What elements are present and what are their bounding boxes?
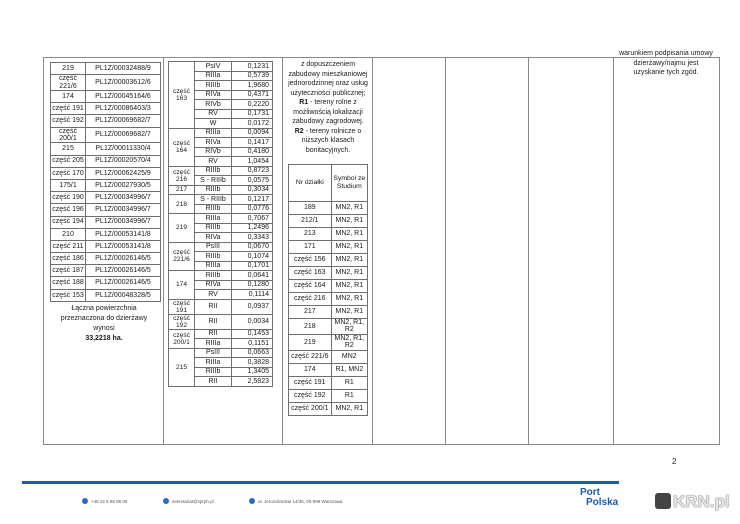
area-ha: 0,3343 [232,233,273,243]
table-row [51,115,161,127]
study-symbol: MN2, R1 [331,202,367,215]
study-symbol: MN2, R1 [331,254,367,267]
parcel-number: część 164 [289,280,332,293]
table-row [51,289,161,301]
parcel-number: część 163 [289,267,332,280]
table-row [51,240,161,252]
table-row [169,271,273,281]
land-register-number: PL1Z/00026146/5 [86,253,161,265]
table-row [51,143,161,155]
table-row [51,127,161,143]
column-divider [282,57,283,444]
soil-class: RV [195,290,232,300]
zoning-symbol-table [288,164,368,416]
soil-class: RV [195,109,232,119]
parcel-number: część 156 [289,254,332,267]
area-ha: 0,0937 [232,299,273,314]
soil-class-table [168,61,273,387]
land-register-number: PL1Z/00011330/4 [86,143,161,155]
page-number: 2 [672,457,677,466]
header-parcel-number: Nr działki [289,165,332,202]
area-ha: 0,5739 [232,71,273,81]
area-ha: 0,2220 [232,100,273,110]
area-ha: 0,1701 [232,261,273,271]
table-row [169,242,273,252]
study-symbol: R1, MN2 [331,363,367,376]
soil-class: RIIIb [195,166,232,176]
soil-class: RIVb [195,100,232,110]
area-ha: 0,0776 [232,204,273,214]
soil-class: RIIIa [195,358,232,368]
study-symbol: MN2, R1, R2 [331,334,367,350]
mail-icon [163,498,169,504]
parcel-part: 219 [169,214,195,243]
table-row [169,314,273,329]
area-ha: 0,0034 [232,314,273,329]
area-ha: 0,0670 [232,242,273,252]
zoning-note-text1: z dopuszczeniem zabudowy mieszkaniowej jednorodzinnej oraz usług użyteczności publicznej; [288,61,368,97]
soil-class: RIIIb [195,223,232,233]
header-study-symbol: Symbol ze Studium [331,165,367,202]
parcel-part: 217 [169,185,195,195]
soil-class: S - RIIIb [195,195,232,205]
table-row [51,277,161,289]
parcel-number: część 187 [51,265,86,277]
area-ha: 0,0094 [232,128,273,138]
soil-class: RIIIa [195,261,232,271]
land-register-number: PL1Z/00069682/7 [86,127,161,143]
table-row [51,179,161,191]
parcel-part: część 164 [169,128,195,166]
r1-label: R1 [299,99,309,106]
area-ha: 0,7067 [232,214,273,224]
table-row [289,293,368,306]
soil-class: PsIII [195,242,232,252]
land-register-number: PL1Z/00053141/8 [86,240,161,252]
parcel-number: część 211 [51,240,86,252]
soil-class: RIVa [195,233,232,243]
parcel-number: 175/1 [51,179,86,191]
column-divider [528,57,529,444]
table-row [289,334,368,350]
table-row [169,214,273,224]
parcel-number: część 196 [51,204,86,216]
soil-class: RII [195,377,232,387]
table-row [289,280,368,293]
parcel-register-table [50,62,161,302]
land-register-number: PL1Z/00034996/7 [86,216,161,228]
area-ha: 0,3034 [232,185,273,195]
soil-class: RIIIa [195,128,232,138]
soil-class: RIIIa [195,71,232,81]
parcel-number: 213 [289,228,332,241]
area-ha: 0,1074 [232,252,273,262]
table-row [169,62,273,72]
column-divider [372,57,373,444]
total-area-value: 33,2218 ha. [85,334,123,342]
study-symbol: MN2, R1 [331,306,367,319]
parcel-number: część 192 [289,389,332,402]
land-register-number: PL1Z/00062425/9 [86,167,161,179]
r2-label: R2 [294,127,304,135]
table-row [289,319,368,335]
table-row [51,253,161,265]
study-symbol: R1 [331,376,367,389]
parcel-number: 218 [289,319,332,335]
area-ha: 0,0663 [232,348,273,358]
soil-class: RII [195,299,232,314]
krn-watermark: KRN.pl [655,492,730,512]
study-symbol: MN2, R1, R2 [331,319,367,335]
parcel-number: część 200/1 [289,402,332,415]
table-row [289,202,368,215]
area-ha: 1,0454 [232,157,273,167]
land-register-number: PL1Z/00045164/6 [86,91,161,103]
parcel-part: 174 [169,271,195,300]
area-ha: 0,4371 [232,90,273,100]
parcel-part: część 191 [169,299,195,314]
parcel-number: część 191 [289,376,332,389]
area-ha: 0,1453 [232,329,273,339]
area-ha: 0,1217 [232,195,273,205]
area-ha: 0,1114 [232,290,273,300]
land-register-number: PL1Z/00034996/7 [86,192,161,204]
soil-class-column [168,61,273,387]
table-row [289,363,368,376]
soil-class: RII [195,314,232,329]
soil-class: RIVa [195,280,232,290]
study-symbol: MN2, R1 [331,402,367,415]
area-ha: 0,1151 [232,339,273,349]
table-row [289,254,368,267]
study-symbol: MN2, R1 [331,215,367,228]
area-ha: 0,4180 [232,147,273,157]
parcel-number: część 188 [51,277,86,289]
parcel-part: 215 [169,348,195,386]
parcel-number: część 221/6 [289,350,332,363]
zoning-table-header [289,165,368,202]
parcel-part: część 163 [169,62,195,129]
soil-class: RIIIb [195,271,232,281]
land-register-number: PL1Z/00069682/7 [86,115,161,127]
table-row [51,91,161,103]
soil-class: RIIIb [195,81,232,91]
parcel-number: część 221/6 [51,75,86,91]
area-ha: 0,8723 [232,166,273,176]
parcel-number: część 190 [51,192,86,204]
table-row [51,103,161,115]
table-row [51,75,161,91]
footer-rule [22,481,619,484]
area-ha: 0,1280 [232,280,273,290]
table-row [51,192,161,204]
footer-address: ul. Jerozolimskie 14/36, 00-999 Warszawa [249,498,342,504]
soil-class: RIVa [195,90,232,100]
parcel-number: 174 [51,91,86,103]
house-icon [655,493,671,509]
parcel-part: część 216 [169,166,195,185]
parcel-number: część 205 [51,155,86,167]
study-symbol: MN2, R1 [331,267,367,280]
soil-class: RIIIa [195,339,232,349]
parcel-part: część 192 [169,314,195,329]
phone-icon [82,498,88,504]
zoning-column [288,60,368,416]
area-ha: 0,0172 [232,119,273,129]
table-row [289,215,368,228]
soil-class: RIIIa [195,214,232,224]
area-ha: 0,1731 [232,109,273,119]
land-register-number: PL1Z/00020570/4 [86,155,161,167]
column-divider [613,57,614,444]
land-register-number: PL1Z/00053141/8 [86,228,161,240]
consent-note: warunkiem podpisania umowy dzierżawy/najmu jest uzyskanie tych zgód. [619,50,713,76]
table-row [51,204,161,216]
column-divider [163,57,164,444]
table-row [51,155,161,167]
area-ha: 0,0575 [232,176,273,186]
table-row [51,63,161,75]
table-row [289,241,368,254]
table-row [169,195,273,205]
zoning-note-text3: - tereny rolnicze o niższych klasach bonitacyjnych. [301,127,362,154]
table-row [169,329,273,339]
study-symbol: MN2 [331,350,367,363]
table-row [169,128,273,138]
table-row [169,185,273,195]
parcel-number: część 200/1 [51,127,86,143]
table-row [51,216,161,228]
parcel-number: 217 [289,306,332,319]
land-register-number: PL1Z/00048328/5 [86,289,161,301]
parcel-part: 218 [169,195,195,214]
table-row [289,389,368,402]
total-area-label: Łączna powierzchnia przeznaczona do dzierżawy wynosi [60,304,148,332]
location-icon [249,498,255,504]
soil-class: RIIIb [195,252,232,262]
table-row [51,228,161,240]
land-register-number: PL1Z/00026146/5 [86,265,161,277]
soil-class: RIVb [195,147,232,157]
table-row [169,299,273,314]
table-row [289,402,368,415]
land-register-number: PL1Z/00032488/9 [86,63,161,75]
parcel-number: część 170 [51,167,86,179]
study-symbol: MN2, R1 [331,293,367,306]
area-ha: 0,0641 [232,271,273,281]
parcel-number: 215 [51,143,86,155]
table-row [51,265,161,277]
zoning-note-text2: - tereny rolne z możliwością lokalizacji zabudowy zagrodowej. [292,99,364,125]
study-symbol: R1 [331,389,367,402]
land-register-number: PL1Z/00086403/3 [86,103,161,115]
parcel-register-column [50,62,161,344]
parcel-number: część 192 [51,115,86,127]
footer-phone: +48 22 5 88 88 09 [82,498,127,504]
area-ha: 1,9680 [232,81,273,91]
soil-class: RIIIb [195,185,232,195]
land-register-number: PL1Z/00003612/6 [86,75,161,91]
table-row [289,350,368,363]
table-row [169,348,273,358]
parcel-number: część 191 [51,103,86,115]
soil-class: PsIII [195,348,232,358]
soil-class: RIVa [195,138,232,148]
parcel-number: 210 [51,228,86,240]
area-ha: 0,3828 [232,358,273,368]
column-divider [445,57,446,444]
parcel-part: część 200/1 [169,329,195,348]
soil-class: RII [195,329,232,339]
soil-class: PsIV [195,62,232,72]
parcel-number: 171 [289,241,332,254]
table-row [289,228,368,241]
study-symbol: MN2, R1 [331,241,367,254]
table-row [169,166,273,176]
zoning-note [288,60,368,155]
area-ha: 0,1417 [232,138,273,148]
parcel-number: część 186 [51,253,86,265]
table-row [289,376,368,389]
soil-class: RV [195,157,232,167]
table-row [289,306,368,319]
land-register-number: PL1Z/00027930/5 [86,179,161,191]
footer-email: sekretariat@sprph.pl [163,498,214,504]
soil-class: W [195,119,232,129]
area-ha: 1,2496 [232,223,273,233]
total-area [50,304,158,344]
land-register-number: PL1Z/00034996/7 [86,204,161,216]
parcel-number: 212/1 [289,215,332,228]
parcel-number: część 216 [289,293,332,306]
port-polska-logo: Port Polska [580,487,619,508]
table-row [289,267,368,280]
study-symbol: MN2, R1 [331,228,367,241]
area-ha: 2,5823 [232,377,273,387]
area-ha: 0,1231 [232,62,273,72]
soil-class: S - RIIIb [195,176,232,186]
parcel-number: część 194 [51,216,86,228]
parcel-number: 174 [289,363,332,376]
parcel-part: część 221/6 [169,242,195,271]
area-ha: 1,3405 [232,367,273,377]
parcel-number: 219 [289,334,332,350]
table-row [51,167,161,179]
soil-class: RIIIb [195,367,232,377]
soil-class: RIIIb [195,204,232,214]
study-symbol: MN2, R1 [331,280,367,293]
parcel-number: 219 [51,63,86,75]
parcel-number: część 153 [51,289,86,301]
parcel-number: 189 [289,202,332,215]
land-register-number: PL1Z/00026146/5 [86,277,161,289]
